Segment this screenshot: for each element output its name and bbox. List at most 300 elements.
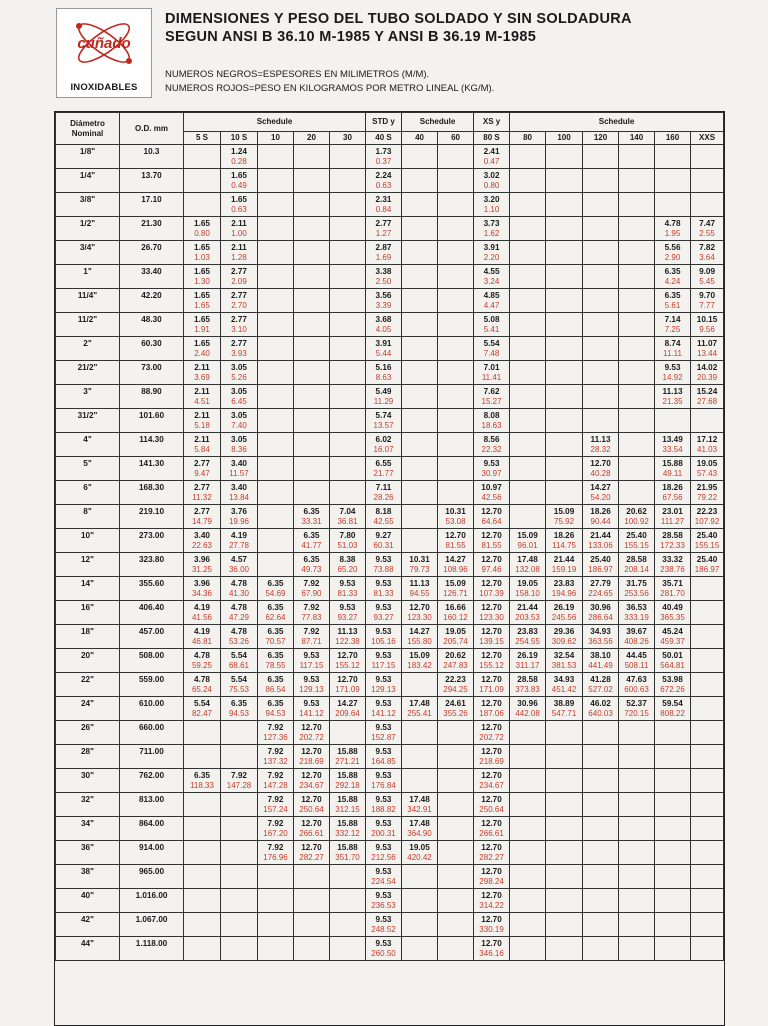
thickness-value: 2.11 [194,435,210,444]
od-cell [120,217,184,241]
schedule-cell [366,289,402,313]
table-row [56,817,724,841]
thickness-value: 52.37 [626,699,647,708]
schedule-cell [510,745,546,769]
weight-value: 2.70 [231,301,247,310]
schedule-cell [221,337,258,361]
schedule-cell [619,865,655,889]
weight-value: 97.46 [481,565,502,574]
thickness-value: 12.70 [481,843,502,852]
thickness-value: 7.92 [231,771,247,780]
thickness-value: 12.70 [481,723,502,732]
schedule-cell [474,289,510,313]
schedule-cell [366,361,402,385]
schedule-cell [655,673,691,697]
nominal-value: 1/8" [79,147,96,156]
schedule-cell [546,361,583,385]
thickness-value: 41.28 [590,675,611,684]
thickness-value: 11.13 [409,579,430,588]
schedule-cell [619,601,655,625]
od-cell [120,361,184,385]
schedule-cell [510,529,546,553]
weight-value: 11.32 [192,493,212,502]
schedule-cell [258,649,294,673]
od-cell [120,313,184,337]
schedule-cell [474,433,510,457]
weight-value: 1.65 [194,301,210,310]
schedule-cell [691,553,724,577]
schedule-cell [438,385,474,409]
schedule-cell [655,145,691,169]
thickness-value: 9.70 [699,291,715,300]
od-value: 965.00 [138,867,165,876]
schedule-cell [294,193,330,217]
schedule-cell [474,409,510,433]
nominal-value: 3" [83,387,92,396]
weight-value: 155.12 [335,661,360,670]
weight-value: 21.35 [662,397,683,406]
schedule-cell [510,505,546,529]
nominal-value: 2" [83,339,92,348]
thickness-value: 9.53 [303,651,320,660]
thickness-value: 14.27 [445,555,466,564]
schedule-cell [366,745,402,769]
schedule-cell [474,145,510,169]
weight-value: 41.03 [697,445,718,454]
schedule-cell [619,217,655,241]
weight-value: 202.72 [299,733,324,742]
thickness-value: 10.15 [696,315,718,324]
schedule-cell [474,361,510,385]
schedule-cell [366,865,402,889]
thickness-value: 31.75 [626,579,647,588]
thickness-value: 14.27 [409,627,430,636]
schedule-cell [438,889,474,913]
nominal-cell [56,889,120,913]
weight-value: 22.63 [191,541,213,550]
thickness-value: 53.98 [662,675,683,684]
thickness-value: 19.05 [445,627,466,636]
schedule-cell [221,385,258,409]
schedule-cell [438,241,474,265]
thickness-value: 9.53 [375,699,392,708]
weight-value: 129.13 [371,685,396,694]
schedule-cell [438,937,474,961]
thickness-value: 6.35 [194,771,210,780]
schedule-cell [294,433,330,457]
table-row [56,913,724,937]
header-col: 30 [330,132,366,145]
schedule-cell [691,289,724,313]
schedule-cell [294,553,330,577]
schedule-cell [258,313,294,337]
schedule-cell [258,529,294,553]
od-value: 1.067.00 [135,915,168,924]
weight-value: 208.14 [624,565,649,574]
header-schedule-group-c: Schedule [510,113,724,132]
thickness-value: 5.49 [375,387,392,396]
thickness-value: 12.70 [337,675,358,684]
table-row [56,745,724,769]
thickness-value: 23.83 [517,627,538,636]
schedule-cell [619,313,655,337]
nominal-value: 5" [83,459,92,468]
schedule-cell [402,889,438,913]
nominal-value: 44" [81,939,94,948]
thickness-value: 40.49 [662,603,683,612]
thickness-value: 19.05 [517,579,538,588]
schedule-cell [655,409,691,433]
weight-value: 255.41 [407,709,432,718]
schedule-cell [510,889,546,913]
table-row [56,265,724,289]
nominal-value: 38" [81,867,94,876]
weight-value: 49.73 [301,565,322,574]
weight-value: 363.56 [588,637,613,646]
schedule-cell [258,577,294,601]
schedule-cell [184,601,221,625]
od-cell [120,433,184,457]
thickness-value: 3.40 [231,483,247,492]
table-row [56,697,724,721]
thickness-value: 19.05 [409,843,430,852]
thickness-value: 4.78 [194,651,210,660]
schedule-cell [366,529,402,553]
schedule-cell [366,337,402,361]
weight-value: 60.31 [373,541,394,550]
schedule-cell [330,577,366,601]
table-row [56,481,724,505]
schedule-cell [294,721,330,745]
schedule-cell [438,721,474,745]
schedule-cell [510,433,546,457]
schedule-cell [655,889,691,913]
schedule-cell [546,769,583,793]
schedule-cell [691,337,724,361]
schedule-cell [619,433,655,457]
schedule-cell [510,601,546,625]
table-row [56,865,724,889]
thickness-value: 25.40 [696,531,718,540]
schedule-cell [619,913,655,937]
schedule-cell [402,337,438,361]
weight-value: 19.96 [228,517,250,526]
schedule-cell [474,913,510,937]
od-cell [120,817,184,841]
weight-value: 1.95 [664,229,681,238]
schedule-cell [546,481,583,505]
schedule-cell [258,865,294,889]
schedule-cell [402,169,438,193]
thickness-value: 15.09 [445,579,466,588]
thickness-value: 9.53 [664,363,681,372]
schedule-cell [583,481,619,505]
schedule-cell [691,313,724,337]
thickness-value: 7.92 [303,627,320,636]
schedule-cell [402,745,438,769]
weight-value: 27.68 [697,397,718,406]
schedule-cell [221,409,258,433]
thickness-value: 15.88 [337,795,358,804]
schedule-cell [583,313,619,337]
schedule-cell [691,193,724,217]
thickness-value: 2.11 [194,387,210,396]
weight-value: 3.69 [194,373,210,382]
weight-value: 266.61 [299,829,324,838]
schedule-cell [438,649,474,673]
weight-value: 0.84 [375,205,392,214]
schedule-cell [583,673,619,697]
schedule-cell [221,433,258,457]
thickness-value: 14.27 [337,699,358,708]
thickness-value: 12.70 [481,627,502,636]
thickness-value: 29.36 [553,627,575,636]
schedule-cell [510,649,546,673]
schedule-cell [583,553,619,577]
od-value: 711.00 [139,747,164,756]
schedule-cell [258,769,294,793]
schedule-cell [184,169,221,193]
schedule-cell [655,553,691,577]
schedule-cell [546,553,583,577]
schedule-cell [438,481,474,505]
schedule-cell [474,673,510,697]
thickness-value: 12.70 [481,651,502,660]
nominal-value: 20" [81,651,94,660]
nominal-value: 42" [81,915,94,924]
schedule-cell [474,193,510,217]
weight-value: 0.80 [483,181,500,190]
weight-value: 0.37 [375,157,392,166]
schedule-cell [691,385,724,409]
schedule-cell [546,913,583,937]
nominal-cell [56,625,120,649]
weight-value: 238.76 [660,565,685,574]
weight-value: 205.74 [443,637,468,646]
od-cell [120,193,184,217]
schedule-cell [330,409,366,433]
schedule-cell [330,865,366,889]
schedule-cell [655,745,691,769]
schedule-cell [655,529,691,553]
schedule-cell [184,361,221,385]
weight-value: 3.93 [231,349,247,358]
schedule-cell [546,841,583,865]
schedule-cell [294,673,330,697]
schedule-cell [184,889,221,913]
thickness-value: 14.27 [590,483,611,492]
weight-value: 164.85 [371,757,396,766]
schedule-cell [619,457,655,481]
weight-value: 286.64 [588,613,613,622]
schedule-cell [655,289,691,313]
weight-value: 57.43 [697,469,718,478]
weight-value: 54.69 [265,589,286,598]
schedule-cell [184,817,221,841]
weight-value: 333.19 [624,613,649,622]
thickness-value: 12.70 [481,939,502,948]
schedule-cell [474,625,510,649]
weight-value: 42.55 [373,517,394,526]
weight-value: 141.12 [371,709,396,718]
od-value: 21.30 [141,219,162,228]
schedule-cell [510,793,546,817]
schedule-cell [474,529,510,553]
schedule-cell [438,313,474,337]
schedule-cell [366,913,402,937]
schedule-cell [691,241,724,265]
schedule-cell [583,337,619,361]
thickness-value: 1.73 [375,147,392,156]
thickness-value: 23.83 [553,579,575,588]
schedule-cell [546,937,583,961]
weight-value: 15.27 [481,397,502,406]
weight-value: 373.83 [515,685,540,694]
weight-value: 59.25 [191,661,213,670]
weight-value: 5.18 [194,421,210,430]
schedule-cell [294,409,330,433]
schedule-cell [330,361,366,385]
weight-value: 1.69 [375,253,392,262]
thickness-value: 9.27 [375,531,392,540]
schedule-cell [583,289,619,313]
schedule-cell [258,913,294,937]
thickness-value: 1.65 [194,219,210,228]
thickness-value: 28.58 [517,675,538,684]
schedule-cell [366,553,402,577]
nominal-cell [56,745,120,769]
od-value: 17.10 [141,195,162,204]
weight-value: 51.03 [337,541,358,550]
weight-value: 167.20 [263,829,288,838]
schedule-cell [366,697,402,721]
weight-value: 11.41 [481,373,502,382]
schedule-cell [330,433,366,457]
schedule-cell [691,625,724,649]
schedule-cell [691,217,724,241]
schedule-cell [258,745,294,769]
weight-value: 94.55 [409,589,430,598]
weight-value: 27.78 [228,541,250,550]
weight-value: 0.80 [194,229,210,238]
schedule-cell [474,865,510,889]
thickness-value: 12.70 [481,531,502,540]
schedule-cell [366,889,402,913]
thickness-value: 2.11 [231,243,247,252]
schedule-cell [474,505,510,529]
weight-value: 94.53 [265,709,286,718]
schedule-cell [583,145,619,169]
nominal-value: 11/2" [77,315,98,324]
schedule-cell [366,217,402,241]
schedule-cell [438,361,474,385]
table-row [56,457,724,481]
nominal-cell [56,601,120,625]
schedule-cell [221,745,258,769]
schedule-cell [583,793,619,817]
thickness-value: 12.70 [481,579,502,588]
schedule-cell [221,553,258,577]
schedule-cell [510,193,546,217]
thickness-value: 6.35 [267,651,284,660]
weight-value: 65.24 [191,685,213,694]
weight-value: 254.55 [515,637,540,646]
schedule-cell [402,625,438,649]
schedule-cell [221,265,258,289]
thickness-value: 3.76 [231,507,247,516]
schedule-cell [546,745,583,769]
legend-note-weight: NUMEROS ROJOS=PESO EN KILOGRAMOS POR METRO LINEAL (KG/M). [165,83,495,94]
weight-value: 330.19 [479,925,504,934]
schedule-cell [366,721,402,745]
schedule-cell [184,841,221,865]
schedule-cell [330,841,366,865]
thickness-value: 21.95 [696,483,718,492]
thickness-value: 12.70 [481,891,502,900]
schedule-cell [619,553,655,577]
schedule-cell [583,769,619,793]
nominal-cell [56,577,120,601]
od-cell [120,481,184,505]
schedule-cell [691,721,724,745]
thickness-value: 28.58 [662,531,683,540]
od-value: 26.70 [141,243,162,252]
thickness-value: 12.70 [481,771,502,780]
weight-value: 640.03 [588,709,613,718]
nominal-cell [56,721,120,745]
header-std: STD y [366,113,402,132]
schedule-cell [619,337,655,361]
thickness-value: 3.96 [194,579,210,588]
weight-value: 364.90 [407,829,432,838]
schedule-cell [510,361,546,385]
weight-value: 28.32 [590,445,611,454]
schedule-cell [330,649,366,673]
schedule-cell [546,529,583,553]
schedule-cell [294,241,330,265]
schedule-cell [691,745,724,769]
schedule-cell [221,793,258,817]
thickness-value: 47.63 [626,675,647,684]
weight-value: 41.77 [301,541,322,550]
schedule-cell [691,481,724,505]
thickness-value: 3.05 [231,387,247,396]
schedule-cell [474,169,510,193]
nominal-cell [56,433,120,457]
schedule-cell [691,457,724,481]
schedule-cell [294,697,330,721]
schedule-cell [184,481,221,505]
schedule-cell [619,505,655,529]
schedule-cell [691,529,724,553]
od-value: 219.10 [138,507,165,516]
schedule-cell [438,337,474,361]
thickness-value: 9.53 [375,627,392,636]
schedule-cell [438,433,474,457]
thickness-value: 12.70 [481,507,502,516]
weight-value: 314.22 [479,901,504,910]
schedule-cell [510,625,546,649]
thickness-value: 12.70 [445,531,466,540]
thickness-value: 5.54 [231,651,247,660]
weight-value: 133.06 [588,541,613,550]
schedule-cell [294,577,330,601]
weight-value: 155.15 [694,541,720,550]
thickness-value: 10.31 [409,555,430,564]
schedule-cell [402,577,438,601]
weight-value: 18.63 [481,421,502,430]
schedule-cell [546,625,583,649]
